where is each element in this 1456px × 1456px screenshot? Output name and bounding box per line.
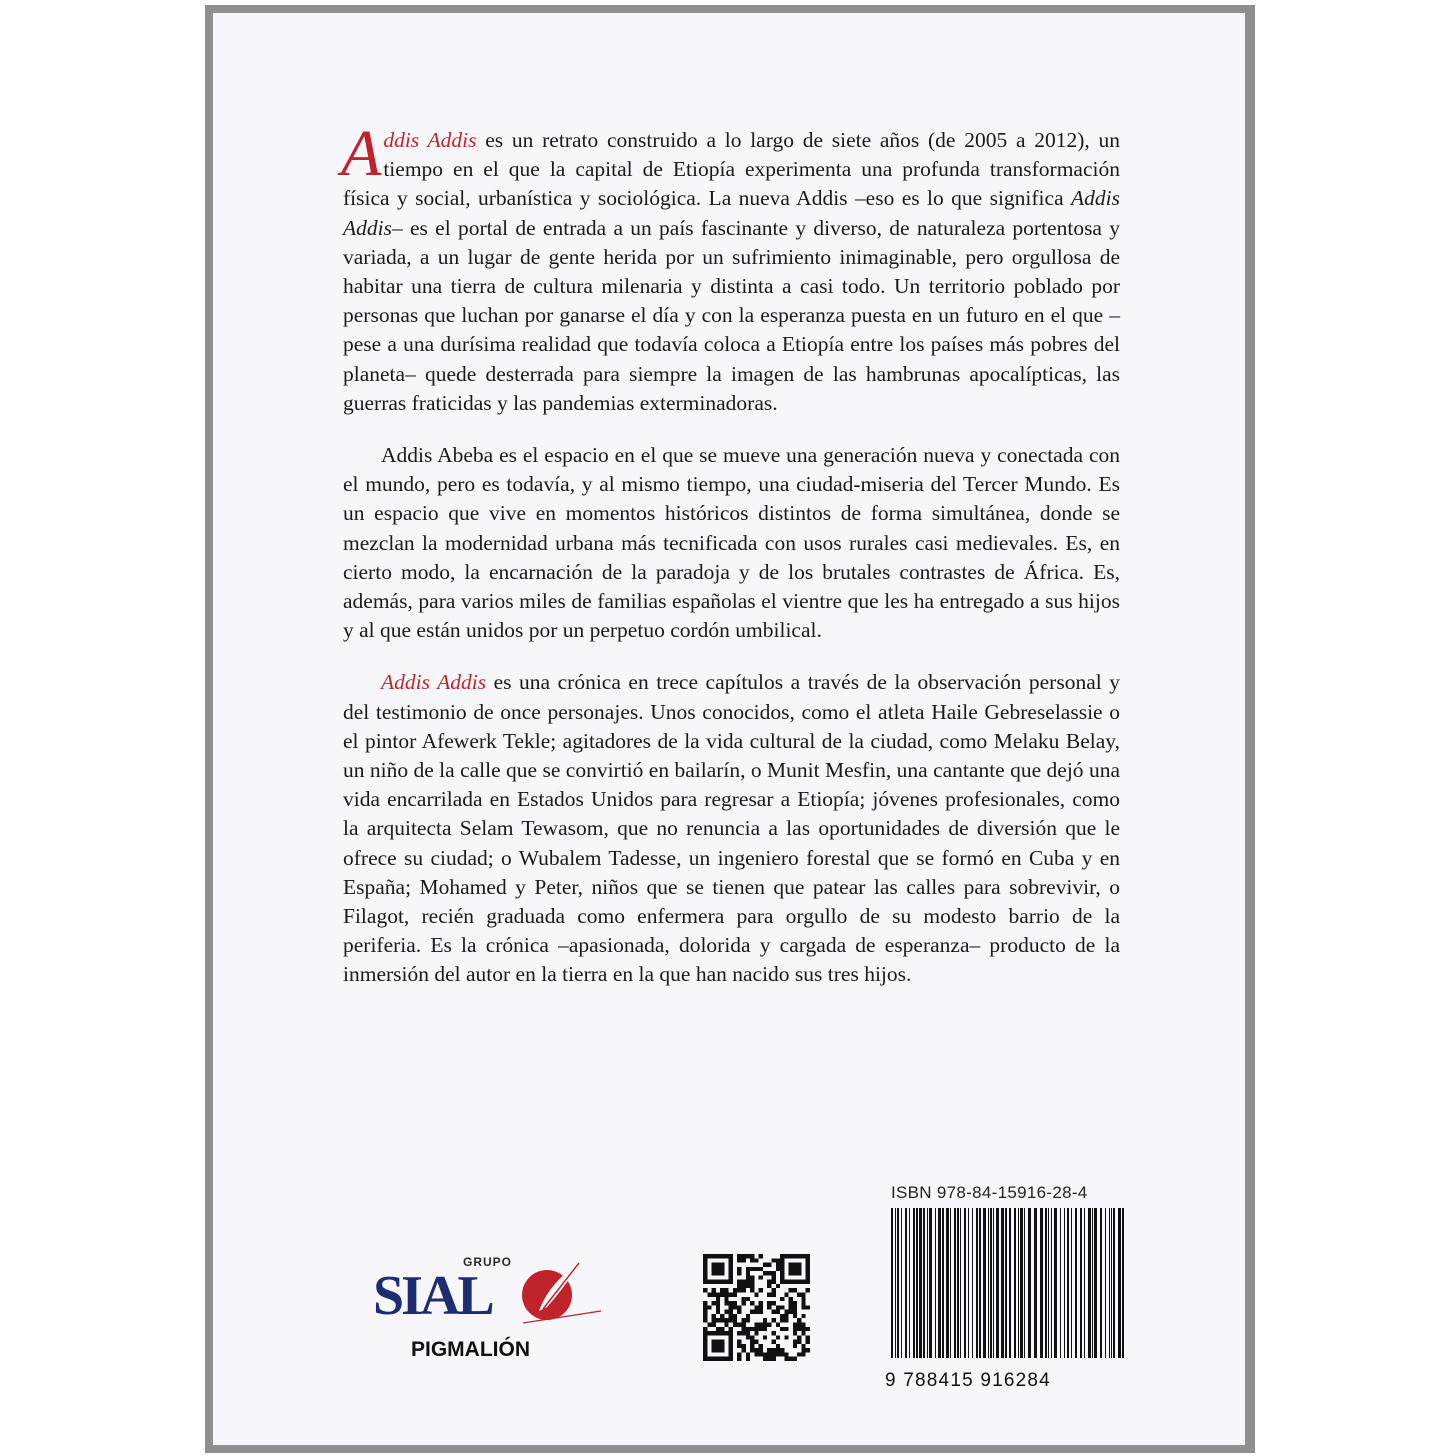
book-title-italic: Addis Addis xyxy=(343,186,1120,240)
drop-cap: A xyxy=(341,117,382,190)
blurb-text xyxy=(341,117,1120,1013)
paragraph-3-text: es una crónica en trece capítulos a través de la observación personal y del testimonio de once personajes. Unos conocidos, como el atleta Haile Gebreselassie o el pintor Afewerk Tekle; agitadores de la vida cultural de la ciudad, como Melaku Belay, un niño de la calle que se convirtió en bailarín, o Munit Mesfin, una cantante que dejó una vida encarrilada en Estados Unidos para regresar a Etiopía; jóvenes profesionales, como la arquitecta Selam Tewasom, que no renuncia a las oportunidades de diversión que le ofrece su ciudad; o Wubalem Tadesse, un ingeniero forestal que se formó en Cuba y en España; Mohamed y Peter, niños que se tienen que patear las calles para sobrevivir, o Filagot, recién graduada como enfermera para orgullo de su modesto barrio de la periferia. Es la crónica –apasionada, dolorida y cargada de esperanza– producto de la inmersión del autor en la tierra en la que han nacido sus tres hijos. xyxy=(343,670,1120,987)
barcode-number: 9 788415 916284 xyxy=(885,1370,1051,1391)
book-title-inline-2: Addis Addis xyxy=(381,670,487,695)
publisher-logo xyxy=(363,1243,623,1373)
paragraph-3 xyxy=(343,668,1120,989)
quill-circle-icon xyxy=(513,1253,603,1333)
qr-code xyxy=(703,1254,810,1361)
paragraph-1 xyxy=(341,117,1120,418)
logo-sial-text: SIAL xyxy=(373,1265,492,1327)
cover-frame xyxy=(205,5,1255,1453)
logo-grupo-text: GRUPO xyxy=(463,1255,513,1269)
paragraph-2: Addis Abeba es el espacio en el que se mueve una generación nueva y conectada con el mundo, pero es todavía, y al mismo tiempo, una ciudad-miseria del Tercer Mundo. Es un espacio que vive en momentos históricos distintos de forma simultánea, donde se mezclan la modernidad urbana más tecnificada con usos rurales casi medievales. Es, en cierto modo, la encarnación de la paradoja y de los brutales contrastes de África. Es, además, para varios miles de familias españolas el vientre que les ha entregado a sus hijos y al que están unidos por un perpetuo cordón umbilical. xyxy=(343,443,1120,643)
isbn-label: ISBN 978-84-15916-28-4 xyxy=(891,1183,1088,1202)
barcode xyxy=(891,1208,1127,1358)
paragraph-1-text-b: – es el portal de entrada a un país fascinante y diverso, de naturaleza portentosa y variada, a un lugar de gente herida por un sufrimiento inimaginable, pero orgullosa de habitar una tierra de cultura milenaria y distinta a casi todo. Un territorio poblado por personas que luchan por ganarse el día y con la esperanza puesta en un futuro en el que –pese a una durísima realidad que todavía coloca a Etiopía entre los países más pobres del planeta– quede desterrada para siempre la imagen de las hambrunas apocalípticas, las guerras fraticidas y las pandemias exterminadoras. xyxy=(343,215,1120,415)
back-cover xyxy=(213,13,1245,1445)
logo-imprint-text: PIGMALIÓN xyxy=(411,1338,530,1361)
paragraph-1-text-a: es un retrato construido a lo largo de siete años (de 2005 a 2012), un tiempo en el que la capital de Etiopía experimenta una profunda transformación física y social, urbanística y sociológica. La nueva Addis –eso es lo que significa xyxy=(343,128,1120,211)
book-title-inline: ddis Addis xyxy=(383,128,477,152)
